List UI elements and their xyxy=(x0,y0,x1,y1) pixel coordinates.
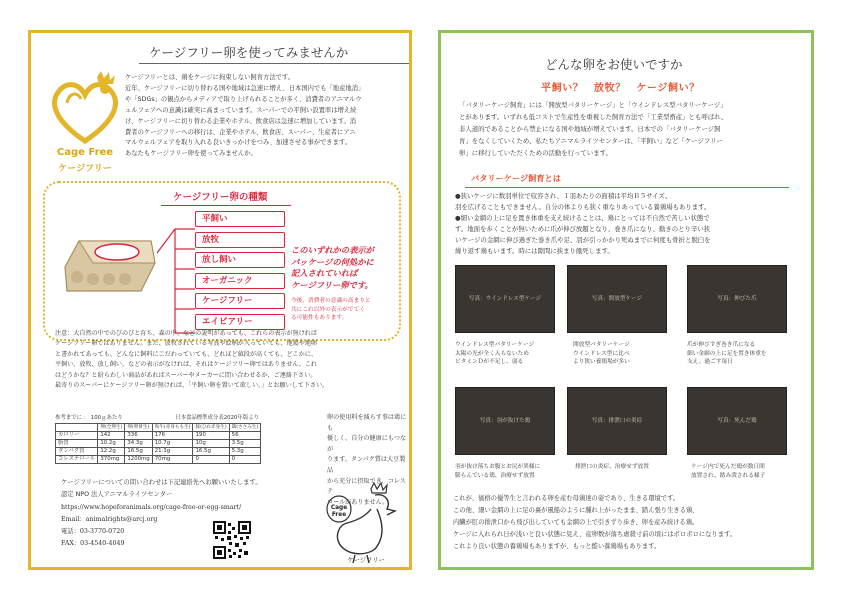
logo-brand: Cage Free xyxy=(56,147,114,158)
photo-featherless-hen xyxy=(455,387,555,455)
intro-line: 非人道的であることから禁止になる国や地域が増えています。日本での「バタリーケージ飼 xyxy=(459,125,721,133)
caption-line: 開放型バタリーケージ xyxy=(573,342,630,348)
battery-cage-heading: バタリーケージ飼育とは xyxy=(471,173,561,183)
table-cell: 10g xyxy=(193,440,229,448)
table-header-cell: 卵(卵黄生) xyxy=(125,424,152,432)
table-cell: 190 xyxy=(193,432,229,440)
contact-line: ケージフリーについての問い合わせは下記連絡先へお願いいたします。 xyxy=(61,479,262,486)
caption-line: 爪が伸びすぎ巻き爪になる xyxy=(687,342,756,348)
table-cell: 12.2g xyxy=(98,448,125,456)
caution-line: 平飼い、放牧、放し飼い、などの表示がなければ、それはケージフリー卵ではありません。これ xyxy=(55,361,318,369)
caution-line: ケージフリー卵ではありません。また、放牧されている写真や絵柄が入っていても、地鶏や地卵 xyxy=(55,340,318,348)
egg-type-claim xyxy=(291,245,403,291)
closing-line: この他、細い金網の上に足の裏が風船のように腫れ上がったまま、踏ん張り生きる鶏、 xyxy=(453,507,699,515)
photo-caption xyxy=(573,341,683,367)
table-cell: 16.5g xyxy=(193,448,229,456)
table-header-cell: 豚(ひれ赤身生) xyxy=(193,424,229,432)
stamp-brand-line: Cage xyxy=(330,505,348,511)
stamp-brand xyxy=(327,505,351,518)
egg-type-list xyxy=(195,211,285,334)
claim-line: ケージフリー卵です。 xyxy=(291,279,373,290)
egg-type-label: 放牧 xyxy=(195,232,285,248)
photo-label: 写真：死んだ鶏 xyxy=(717,418,757,424)
caution-line: 最寄りのスーパーにケージフリー卵が無ければ、「平飼い卵を置いて欲しい。」とお願いして下さい。 xyxy=(55,382,329,390)
stamp-brand-jp: ケージフリー xyxy=(347,557,385,564)
side-note-line: 卵の使用料を減らす事は鶏にも xyxy=(327,414,407,432)
note-line: 共にこれ以外の表示がでてく xyxy=(291,306,365,313)
caption-line: 支え、過ごす毎日 xyxy=(687,359,733,366)
photo-caption xyxy=(687,341,797,367)
photo-label: 写真：伸びた爪 xyxy=(717,296,757,302)
table-cell: 0 xyxy=(193,456,229,464)
egg-carton-icon xyxy=(59,229,159,299)
right-title: どんな卵をお使いですか xyxy=(545,57,683,72)
table-row xyxy=(56,440,261,448)
intro-line: とがあります。いずれも低コストで生産性を重視した飼育方法で「工業型畜産」とも呼ばれ、 xyxy=(459,113,728,121)
caption-line: ウインドレス型に比べ xyxy=(573,350,630,357)
intro-line: マルウェルフェアを取り入れる良いきっかけをつみ、加速させる事ができます。 xyxy=(125,139,351,147)
note-line: る可能性もあります。 xyxy=(291,315,348,321)
battery-line: ●狭いケージに数羽単位で収容され、１羽あたりの面積は平均Ｂ５サイズ。 xyxy=(455,192,672,200)
left-title-underline xyxy=(139,63,409,64)
battery-line: ●細い金網の上に足を置き体重を支え続けることは、鶏にとっては不自然で苦しい状態で xyxy=(455,214,710,223)
battery-cage-text xyxy=(455,191,803,258)
contact-fax: FAX：03-4540-4049 xyxy=(61,540,125,548)
hen-heart-icon xyxy=(45,69,125,147)
right-intro xyxy=(459,99,805,159)
right-panel xyxy=(438,30,814,570)
table-cell: コレステロール xyxy=(56,456,98,464)
closing-line: 内臓が肛の排泄口から飛び出していても金網の上で引きずり歩き、卵を産み続ける鶏。 xyxy=(453,519,699,527)
contact-info xyxy=(61,477,321,551)
caution-line: はどうかな？と紛らわしい商品があればスーパーやメーカーに問い合わせるか、ご連絡下さい。 xyxy=(55,371,317,379)
caption-line: より狭い養鶏場が多い xyxy=(573,359,630,366)
table-cell: 336 xyxy=(125,432,152,440)
closing-text xyxy=(453,493,807,553)
table-cell: 16.5g xyxy=(125,448,152,456)
photo-open-cage xyxy=(567,265,667,333)
egg-type-label: オーガニック xyxy=(195,273,285,289)
table-cell: 0 xyxy=(229,456,261,464)
photo-caption xyxy=(455,341,565,367)
battery-line: 繰り返す鶏もいます。時には隙間に挟まり餓死します。 xyxy=(455,247,614,256)
caption-line: 太陽の光が全く入らないため xyxy=(455,350,529,357)
nutrition-source: 日本食品標準成分表2020年版より xyxy=(175,415,259,421)
right-subtitle: 平飼い？ 放牧？ ケージ飼い？ xyxy=(541,83,700,94)
egg-type-label: ケージフリー xyxy=(195,293,285,309)
table-cell: 370mg xyxy=(98,456,125,464)
caution-text xyxy=(55,329,405,391)
caption-line: 羽が抜け落ちお腹とお尻が異様に xyxy=(455,464,541,470)
nutrition-ref: 参考までに ： 100ｇあたり xyxy=(55,415,123,421)
photo-windowless-cage xyxy=(455,265,555,333)
contact-org: 認定 NPO 法人アニマルライツセンター xyxy=(61,491,173,499)
table-header-cell: 卵(全卵生) xyxy=(98,424,125,432)
intro-line: ケージフリーとは、鶏をケージに拘束しない飼育方法です。 xyxy=(125,74,295,81)
caption-line: ケージ内で死んだ鶏が数日間 xyxy=(691,464,765,470)
contact-url-link[interactable]: https://www.hopeforanimals.org/cage-free-or-egg-smart/ xyxy=(61,503,242,511)
table-row xyxy=(56,456,261,464)
table-row xyxy=(56,448,261,456)
caption-line: 膨らんでいる鶏、治療せず放置 xyxy=(455,472,535,479)
intro-line: 「バタリーケージ飼育」には「開放型バタリーケージ」と「ウインドレス型バタリーケージ」 xyxy=(459,101,727,109)
intro-line: け、ケージフリーに切り替わる企業やホテル、飲食店は急速に増加しています。消 xyxy=(125,117,357,125)
table-header-cell xyxy=(56,424,98,432)
side-note-line: ロールがありません。 xyxy=(327,498,389,506)
table-cell: 34.3g xyxy=(125,440,152,448)
photo-caption xyxy=(691,463,801,480)
qr-code-icon[interactable] xyxy=(213,521,251,559)
egg-types-box xyxy=(43,181,401,341)
closing-line: これより良い状態の養鶏場もありますが、もっと酷い養鶏場もあります。 xyxy=(453,543,661,551)
side-note-line: ります。タンパク質は大豆製品 xyxy=(327,456,406,474)
side-note-line: 優しく、自分の健康にもつなが xyxy=(327,435,407,453)
caption-line: 放置され、踏み潰される様子 xyxy=(691,472,766,479)
claim-line: このいずれかの表示が xyxy=(291,245,374,255)
battery-line: す。地面を歩くことが無いために爪が伸び放題となり、巻き爪になり、動きのとり辛い狭 xyxy=(455,225,711,234)
table-cell: 3.5g xyxy=(229,440,261,448)
battery-line: いケージの金網に伸び過ぎた巻き爪や足、羽が引っかかり死ぬまでに何度も骨折と脱臼を xyxy=(455,236,711,245)
caption-line: 細い金網の上に足を置き体重を xyxy=(687,350,767,357)
claim-line: パッケージの何処かに xyxy=(291,256,374,267)
table-cell: 176 xyxy=(152,432,193,440)
contact-email[interactable]: Email：animalrights@arcj.org xyxy=(61,515,158,523)
caution-line: と書かれてあっても、どんなに飼料にこだわっていても、どれほど値段が高くても、どこかに、 xyxy=(55,350,317,358)
table-cell: 21.3g xyxy=(152,448,193,456)
logo-brand-jp: ケージフリー xyxy=(58,164,112,174)
photo-label: 写真：排泄口の炎症 xyxy=(591,418,643,424)
side-note-line: から充分に摂取でき、コレステ xyxy=(327,477,406,496)
cage-free-logo xyxy=(45,69,125,181)
table-header-row xyxy=(56,424,261,432)
table-cell: 56 xyxy=(229,432,261,440)
egg-type-label: 平飼い xyxy=(195,211,285,227)
photo-vent-inflammation xyxy=(567,387,667,455)
egg-type-label: 放し飼い xyxy=(195,252,285,268)
table-cell: 1200mg xyxy=(125,456,152,464)
photo-caption xyxy=(575,463,685,472)
claim-line: 記入されていれば xyxy=(291,268,358,278)
intro-line: 卵」に移行していただくための活動を行っています。 xyxy=(459,149,612,157)
egg-type-note xyxy=(291,297,399,323)
intro-line: 育」をなくしていくため、私たちアニマルライツセンターは、「平飼い」など「ケージフリー xyxy=(459,137,723,145)
intro-line: あなたもケージフリー卵を使ってみませんか。 xyxy=(125,150,257,158)
left-panel xyxy=(28,30,412,570)
caption-line: ウインドレス型バタリーケージ xyxy=(455,342,535,348)
table-header-cell: 和牛(赤身もも生) xyxy=(152,424,193,432)
battery-line: 羽を広げることもできません。自分の体よりも狭く重なりあっている養鶏場もあります。 xyxy=(455,203,711,212)
egg-types-title: ケージフリー卵の種類 xyxy=(173,192,268,203)
closing-line: ケージに入れられ日が浅いと良い状態に見え、産卵数が落ち虐殺寸前の頃にはボロボロになります。 xyxy=(453,531,737,539)
photo-label: 写真：ウインドレス型ケージ xyxy=(468,296,542,302)
caption-line: ビタミンＤが不足し、弱る xyxy=(455,359,524,366)
table-cell: タンパク質 xyxy=(56,448,98,456)
intro-line: 近年、ケージフリーに切り替わる国や地域は急速に増え、日本国内でも「地産地消」 xyxy=(125,84,365,92)
intro-line: や「SDGs」の観点からメディアで取り上げられることが多く、消費者のアニマルウ xyxy=(125,95,362,103)
table-cell: 脂質 xyxy=(56,440,98,448)
photo-caption xyxy=(455,463,565,480)
table-cell: 10.7g xyxy=(152,440,193,448)
intro-line: 費者のケージフリーへの移行は、企業やホテル、飲食店、スーパー、生産者にアニ xyxy=(125,128,356,136)
stamp-brand-line: Free xyxy=(331,511,347,518)
left-intro xyxy=(125,73,409,160)
table-cell: 70mg xyxy=(152,456,193,464)
note-line: 今後、消費者の意識の高まりと xyxy=(291,298,371,304)
table-cell: 142 xyxy=(98,432,125,440)
table-cell: 5.3g xyxy=(229,448,261,456)
caption-line: 排泄口の炎症、治療せず放置 xyxy=(575,464,649,470)
table-header-cell: 鶏(ささみ生) xyxy=(229,424,261,432)
caution-line: 注意：大自然の中でのびのびと育ち、森の中、などの説明があっても、これらの表示が無ければ xyxy=(55,330,317,337)
left-title: ケージフリー卵を使ってみませんか xyxy=(149,45,349,60)
contact-tel: 電話：03-3770-0720 xyxy=(61,528,125,536)
nutrition-table xyxy=(55,423,261,464)
photo-dead-hen xyxy=(687,387,787,455)
table-cell: カロリー xyxy=(56,432,98,440)
nutrition-section xyxy=(55,413,327,464)
closing-line: これが、価格の優等生と言われる卵を産む母鶏達の姿であり、生きる環境です。 xyxy=(453,495,680,502)
hen-drawing-icon xyxy=(325,479,405,565)
photo-overgrown-claws xyxy=(687,265,787,333)
egg-type-label: エイビアリー xyxy=(195,314,285,330)
egg-types-title-underline xyxy=(161,205,291,206)
intro-line: ェルフェアへの意識は確実に高まっています。スーパーでの平飼い設置率は増え続 xyxy=(125,106,357,114)
table-row xyxy=(56,432,261,440)
photo-label: 写真：羽が抜けた鶏 xyxy=(479,418,531,424)
battery-cage-underline xyxy=(465,187,789,188)
photo-label: 写真：開放型ケージ xyxy=(591,296,643,302)
table-cell: 10.2g xyxy=(98,440,125,448)
